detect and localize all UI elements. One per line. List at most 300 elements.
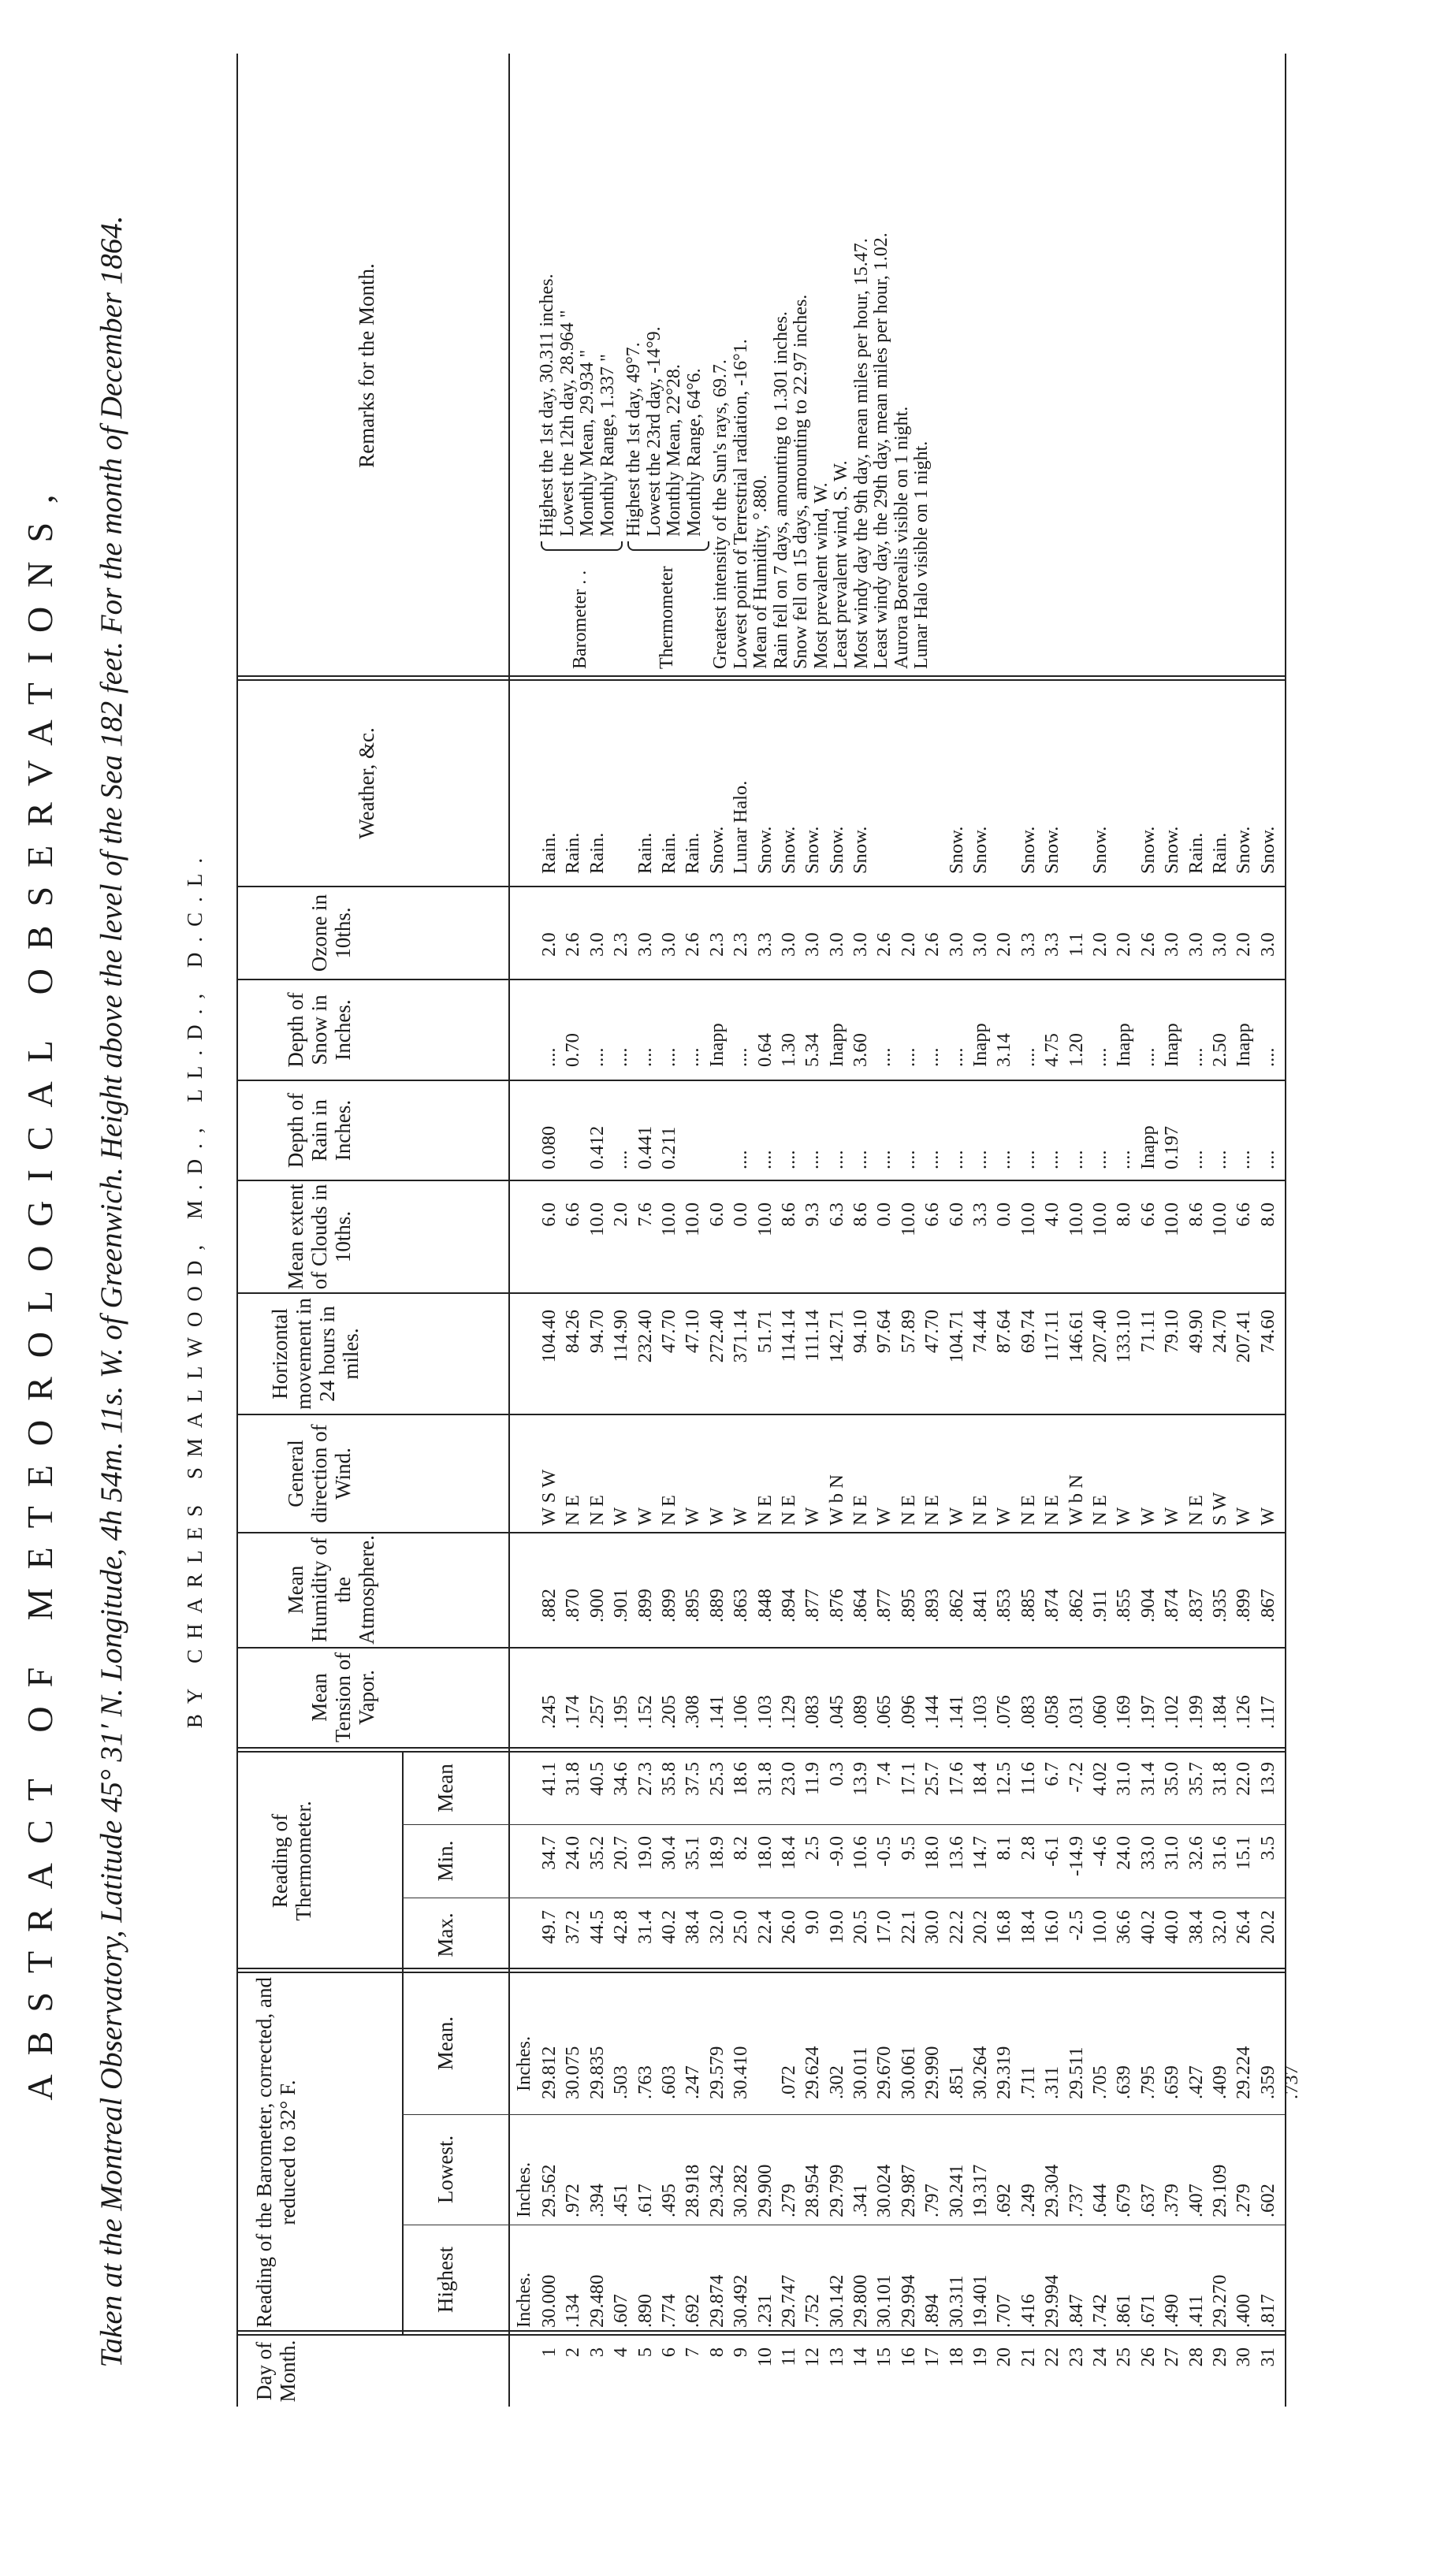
cell-th_min: 32.6 [1185, 1836, 1207, 1870]
cell-vapor: .205 [657, 1695, 679, 1729]
cell-th_mean: 18.6 [730, 1762, 752, 1796]
column-th-min [538, 1836, 1280, 1893]
header-remarks: Remarks for the Month. [355, 263, 378, 468]
cell-ozone: 3.0 [657, 932, 679, 957]
cell-wind_dir: W [730, 1507, 752, 1526]
cell-ozone: 3.3 [754, 932, 776, 957]
cell-th_max: 30.0 [921, 1910, 943, 1944]
thermometer-subrule [402, 1753, 404, 1972]
cell-bar_lowest: .379 [1161, 2184, 1183, 2217]
cell-wind_dir: W S W [538, 1469, 560, 1526]
cell-th_min: 31.0 [1161, 1836, 1183, 1870]
cell-weather: Rain. [657, 832, 679, 874]
cell-bar_lowest: .279 [1233, 2184, 1255, 2217]
cell-snow: 3.14 [993, 1033, 1015, 1067]
cell-clouds: 0.0 [873, 1203, 895, 1227]
cell-snow: 5.34 [802, 1033, 824, 1067]
cell-th_mean: 31.0 [1113, 1762, 1135, 1796]
cell-th_min: 18.9 [705, 1836, 728, 1870]
byline [183, 0, 207, 2576]
column-rain [538, 1125, 1280, 1169]
cell-wind_dir: W [705, 1507, 728, 1526]
remarks-other [711, 62, 932, 669]
cell-th_mean: 34.6 [610, 1762, 632, 1796]
column-wind-move [538, 1310, 1280, 1412]
cell-day: 19 [969, 2347, 992, 2367]
cell-wind_dir: N E [921, 1495, 943, 1526]
cell-ozone: 3.0 [586, 932, 608, 957]
cell-th_mean: 13.9 [1256, 1762, 1278, 1796]
cell-wind_move: 114.14 [777, 1310, 799, 1362]
barometer-label: Barometer . . [570, 570, 590, 669]
cell-clouds: 8.6 [850, 1203, 872, 1227]
cell-rain: .... [777, 1150, 799, 1169]
cell-clouds: 10.0 [1161, 1203, 1183, 1236]
cell-snow: 0.70 [562, 1033, 584, 1067]
cell-day: 25 [1113, 2347, 1135, 2367]
cell-snow: Inapp [1233, 1023, 1255, 1067]
cell-bar_mean: .659 [1161, 2065, 1183, 2099]
cell-bar_highest: 30.492 [730, 2274, 752, 2328]
cell-bar_lowest: 28.954 [802, 2164, 824, 2217]
cell-bar_highest: .742 [1088, 2294, 1111, 2328]
cell-th_min: 35.1 [682, 1836, 704, 1870]
cell-humidity: .867 [1256, 1589, 1278, 1623]
cell-snow: 4.75 [1041, 1033, 1063, 1067]
cell-bar_lowest: .972 [562, 2184, 584, 2217]
cell-bar_highest: 30.311 [945, 2275, 967, 2328]
cell-snow: .... [538, 1047, 560, 1067]
cell-ozone: 3.0 [1208, 932, 1230, 957]
cell-th_mean: 31.8 [1208, 1762, 1230, 1796]
cell-rain: .... [1208, 1150, 1230, 1169]
barometer-lines [538, 273, 618, 537]
cell-wind_dir: N E [850, 1495, 872, 1526]
cell-wind_move: 94.10 [850, 1310, 872, 1354]
cell-vapor: .060 [1088, 1695, 1111, 1729]
remark-line: Aurora Borealis visible on 1 night. [891, 406, 912, 669]
cell-bar_lowest: .279 [777, 2184, 799, 2217]
cell-day: 5 [634, 2347, 656, 2358]
cell-wind_dir: N E [586, 1495, 608, 1526]
col-rule [236, 1968, 1285, 1973]
cell-th_mean: -7.2 [1065, 1762, 1087, 1793]
cell-vapor: .076 [993, 1695, 1015, 1729]
cell-weather [873, 781, 896, 874]
cell-bar_lowest: .644 [1088, 2184, 1111, 2217]
cell-snow: .... [1137, 1047, 1159, 1067]
cell-humidity: .900 [586, 1589, 608, 1623]
cell-snow: .... [1185, 1047, 1207, 1067]
cell-th_mean: 11.6 [1017, 1762, 1039, 1795]
header-th-mean: Mean [434, 1764, 457, 1812]
cell-bar_lowest: .679 [1113, 2184, 1135, 2217]
remark-line: Lowest point of Terrestrial radiation, -16°1. [730, 339, 751, 669]
cell-bar_mean: .409 [1208, 2065, 1230, 2099]
cell-vapor: .106 [730, 1695, 752, 1729]
cell-th_max: 19.0 [825, 1910, 847, 1944]
cell-day: 6 [657, 2347, 679, 2358]
cell-wind_dir: N E [1088, 1495, 1111, 1526]
cell-wind_move: 24.70 [1208, 1310, 1230, 1354]
cell-snow: .... [634, 1047, 656, 1067]
cell-ozone: 3.0 [777, 932, 799, 957]
cell-th_mean: 41.1 [538, 1762, 560, 1796]
byline-prefix: BY [183, 1678, 207, 1729]
cell-vapor: .184 [1208, 1695, 1230, 1729]
cell-wind_move: 272.40 [705, 1310, 728, 1363]
cell-vapor: .126 [1233, 1695, 1255, 1729]
cell-th_min: 14.7 [969, 1836, 992, 1870]
header-humidity: Mean Humidity of the Atmosphere. [284, 1535, 378, 1645]
cell-wind_dir: W [873, 1507, 895, 1526]
cell-th_min: 18.4 [777, 1836, 799, 1870]
cell-th_min: 15.1 [1233, 1836, 1255, 1870]
cell-day: 23 [1065, 2347, 1087, 2367]
cell-wind_move: 117.11 [1041, 1310, 1063, 1362]
cell-bar_lowest: 29.799 [825, 2164, 847, 2217]
cell-th_max: 36.6 [1113, 1910, 1135, 1944]
cell-rain: .... [921, 1150, 943, 1169]
cell-day: 9 [730, 2347, 752, 2358]
cell-bar_lowest: 29.562 [538, 2164, 560, 2217]
cell-th_min: 10.6 [850, 1836, 872, 1870]
cell-humidity: .848 [754, 1589, 776, 1623]
cell-wind_move: 47.70 [657, 1310, 679, 1354]
cell-wind_dir: N E [657, 1495, 679, 1526]
cell-bar_lowest: .407 [1185, 2184, 1207, 2217]
cell-day: 3 [586, 2347, 608, 2358]
cell-ozone: 2.3 [610, 932, 632, 957]
cell-vapor: .199 [1185, 1695, 1207, 1729]
thermometer-label: Thermometer [657, 566, 677, 669]
cell-wind_dir: W [802, 1507, 824, 1526]
cell-humidity: .889 [705, 1589, 728, 1623]
cell-wind_move: 79.10 [1161, 1310, 1183, 1354]
remark-line: Monthly Range, 1.337 " [597, 354, 618, 537]
cell-bar_lowest: .341 [850, 2184, 872, 2217]
cell-rain: Inapp [1137, 1125, 1159, 1169]
cell-wind_dir: S W [1208, 1492, 1230, 1526]
cell-weather: Rain. [562, 832, 584, 874]
cell-th_min: 20.7 [610, 1836, 632, 1870]
cell-ozone: 2.6 [921, 932, 943, 957]
cell-th_mean: 25.7 [921, 1762, 943, 1796]
cell-wind_dir: W b N [1065, 1474, 1087, 1526]
cell-vapor: .152 [634, 1695, 656, 1729]
cell-wind_dir: N E [1041, 1495, 1063, 1526]
cell-bar_highest: .607 [610, 2294, 632, 2328]
cell-ozone: 2.6 [873, 932, 895, 957]
header-ozone: Ozone in 10ths. [307, 894, 355, 972]
cell-th_min: 35.2 [586, 1836, 608, 1870]
cell-snow: .... [682, 1047, 704, 1067]
cell-wind_dir: W [634, 1507, 656, 1526]
cell-th_max: 22.4 [754, 1910, 776, 1944]
cell-humidity: .904 [1137, 1589, 1159, 1623]
cell-th_max: 40.2 [657, 1910, 679, 1944]
remark-line: Monthly Mean, 29.934 " [577, 349, 597, 537]
cell-bar_highest: 19.401 [969, 2274, 992, 2328]
cell-wind_move: 47.70 [921, 1310, 943, 1354]
cell-humidity: .870 [562, 1589, 584, 1623]
cell-day: 17 [921, 2347, 943, 2367]
cell-weather: Snow. [1233, 826, 1255, 874]
cell-vapor: .141 [945, 1695, 967, 1729]
cell-ozone: 2.0 [1113, 932, 1135, 957]
cell-bar_lowest: 30.282 [730, 2164, 752, 2217]
cell-bar_mean: .072 [777, 2065, 799, 2099]
cell-rain: .... [1233, 1150, 1255, 1169]
header-bar-lowest: Lowest. [434, 2135, 457, 2204]
remark-line: Least prevalent wind, S. W. [831, 460, 851, 669]
cell-th_min: 3.5 [1256, 1836, 1278, 1860]
cell-bar_mean [754, 2046, 777, 2099]
cell-day: 10 [754, 2347, 776, 2367]
cell-bar_mean: 30.264 [969, 2046, 992, 2099]
column-th-mean [538, 1762, 1280, 1822]
col-rule [236, 675, 1285, 681]
cell-bar_mean: .639 [1113, 2065, 1135, 2099]
cell-vapor: .096 [897, 1695, 919, 1729]
cell-day: 7 [682, 2347, 704, 2358]
cell-ozone: 2.3 [730, 932, 752, 957]
header-rain: Depth of Rain in Inches. [284, 1092, 355, 1169]
cell-wind_move: 111.14 [802, 1310, 824, 1362]
cell-bar_highest: .490 [1161, 2294, 1183, 2328]
cell-rain: 0.080 [538, 1125, 560, 1169]
cell-snow: Inapp [825, 1023, 847, 1067]
cell-rain: .... [1256, 1150, 1278, 1169]
cell-ozone: 2.0 [993, 932, 1015, 957]
col-rule [236, 2330, 1285, 2336]
column-ozone [538, 932, 1280, 957]
cell-rain: .... [610, 1150, 632, 1169]
cell-bar_highest: 29.800 [850, 2274, 872, 2328]
cell-weather: Rain. [1185, 832, 1207, 874]
cell-bar_highest: 30.000 [538, 2274, 560, 2328]
cell-ozone: 3.0 [850, 932, 872, 957]
column-wind-dir [538, 1470, 1280, 1526]
col-rule [236, 979, 1285, 980]
cell-vapor: .245 [538, 1695, 560, 1729]
cell-rain: 0.441 [634, 1125, 656, 1169]
cell-snow: .... [657, 1047, 679, 1067]
cell-snow: 0.64 [754, 1033, 776, 1067]
col-rule [236, 1414, 1285, 1415]
byline-name: CHARLES SMALLWOOD, M.D., LL.D., D.C.L. [183, 847, 207, 1663]
cell-th_max: 16.0 [1041, 1910, 1063, 1944]
cell-humidity: .899 [1233, 1589, 1255, 1623]
cell-clouds: 10.0 [754, 1203, 776, 1236]
cell-weather: Snow. [705, 826, 728, 874]
cell-bar_mean: 29.990 [921, 2046, 943, 2099]
cell-bar_mean: 29.319 [993, 2046, 1015, 2099]
cell-bar_lowest: 29.304 [1041, 2164, 1063, 2217]
cell-th_max: 22.1 [897, 1910, 919, 1944]
cell-humidity: .895 [682, 1589, 704, 1623]
cell-th_mean: 22.0 [1233, 1762, 1255, 1796]
cell-vapor: .065 [873, 1695, 895, 1729]
cell-bar_lowest: .617 [634, 2184, 656, 2217]
cell-wind_move: 133.10 [1113, 1310, 1135, 1363]
cell-rain: .... [873, 1150, 895, 1169]
cell-rain: .... [825, 1150, 847, 1169]
cell-humidity: .911 [1088, 1589, 1111, 1623]
cell-wind_move: 49.90 [1185, 1310, 1207, 1354]
cell-snow: .... [921, 1047, 943, 1067]
cell-ozone: 3.3 [1041, 932, 1063, 957]
cell-th_min: -6.1 [1041, 1836, 1063, 1867]
cell-clouds: 6.6 [562, 1203, 584, 1227]
cell-clouds: 8.6 [777, 1203, 799, 1227]
cell-rain: .... [1185, 1150, 1207, 1169]
cell-wind_dir: N E [897, 1495, 919, 1526]
remark-line: Monthly Mean, 22°28. [664, 364, 684, 537]
cell-wind_move: 74.60 [1256, 1310, 1278, 1354]
header-thermometer: Reading of Thermometer. [268, 1801, 315, 1921]
cell-day: 28 [1185, 2347, 1207, 2367]
cell-bar_highest: .752 [802, 2294, 824, 2328]
cell-weather [992, 781, 1016, 874]
cell-bar_highest: .847 [1065, 2294, 1087, 2328]
cell-weather [609, 781, 633, 874]
header-clouds: Mean extent of Clouds in 10ths. [284, 1184, 355, 1290]
cell-th_mean: 17.6 [945, 1762, 967, 1796]
column-bar-mean [538, 2046, 1304, 2099]
cell-day: 14 [850, 2347, 872, 2367]
cell-ozone: 3.0 [1185, 932, 1207, 957]
cell-humidity: .901 [610, 1589, 632, 1623]
cell-snow: .... [897, 1047, 919, 1067]
cell-bar_mean: 30.061 [897, 2046, 919, 2099]
remarks-thermometer [624, 62, 711, 669]
cell-rain: 0.211 [657, 1126, 679, 1169]
cell-weather: Snow. [945, 826, 967, 874]
cell-vapor: .058 [1041, 1695, 1063, 1729]
cell-th_max: 31.4 [634, 1910, 656, 1944]
cell-th_max: 26.0 [777, 1910, 799, 1944]
cell-weather: Rain. [586, 832, 608, 874]
cell-ozone: 3.0 [945, 932, 967, 957]
cell-clouds: 6.6 [921, 1203, 943, 1227]
cell-th_min: 8.1 [993, 1836, 1015, 1860]
column-snow [538, 1023, 1280, 1067]
unit-bar-mean: Inches. [513, 2035, 534, 2091]
cell-bar_highest: 29.747 [777, 2274, 799, 2328]
cell-day: 8 [705, 2347, 728, 2358]
cell-th_min: -0.5 [873, 1836, 895, 1867]
cell-weather: Snow. [969, 826, 992, 874]
column-humidity [538, 1589, 1280, 1623]
cell-th_mean: 35.0 [1161, 1762, 1183, 1796]
top-rule [236, 54, 238, 2407]
cell-th_mean: 11.9 [802, 1762, 824, 1795]
cell-ozone: 3.0 [1256, 932, 1278, 957]
cell-th_max: 37.2 [562, 1910, 584, 1944]
cell-th_min: 33.0 [1137, 1836, 1159, 1870]
cell-wind_dir: N E [562, 1495, 584, 1526]
cell-wind_move: 87.64 [993, 1310, 1015, 1354]
cell-ozone: 3.0 [634, 932, 656, 957]
cell-bar_highest: 29.994 [1041, 2274, 1063, 2328]
col-rule [236, 886, 1285, 887]
col-rule [236, 1080, 1285, 1081]
cell-day: 30 [1233, 2347, 1255, 2367]
cell-clouds: 10.0 [1088, 1203, 1111, 1236]
cell-snow: .... [586, 1047, 608, 1067]
cell-th_min: 13.6 [945, 1836, 967, 1870]
cell-bar_mean: 30.075 [562, 2046, 584, 2099]
cell-humidity: .862 [1065, 1589, 1087, 1623]
cell-th_mean: 37.5 [682, 1762, 704, 1796]
cell-th_max: 16.8 [993, 1910, 1015, 1944]
cell-snow: Inapp [1113, 1023, 1135, 1067]
column-day [538, 2347, 1280, 2391]
cell-clouds: 10.0 [586, 1203, 608, 1236]
cell-weather: Snow. [1088, 826, 1111, 874]
cell-th_mean: 31.8 [754, 1762, 776, 1796]
cell-th_min: 34.7 [538, 1836, 560, 1870]
cell-bar_highest: .707 [993, 2294, 1015, 2328]
cell-bar_mean: 29.579 [705, 2046, 728, 2099]
cell-clouds: 10.0 [1065, 1203, 1087, 1236]
cell-wind_dir: W [993, 1507, 1015, 1526]
cell-ozone: 3.0 [1161, 932, 1183, 957]
col-rule [236, 1532, 1285, 1533]
cell-bar_mean: .763 [634, 2065, 656, 2099]
cell-vapor: .174 [562, 1695, 584, 1729]
column-vapor [538, 1695, 1280, 1729]
cell-rain: .... [802, 1150, 824, 1169]
cell-th_min: 19.0 [634, 1836, 656, 1870]
cell-humidity: .885 [1017, 1589, 1039, 1623]
cell-day: 26 [1137, 2347, 1159, 2367]
cell-vapor: .103 [754, 1695, 776, 1729]
cell-wind_dir: W [610, 1507, 632, 1526]
cell-th_max: 40.0 [1161, 1910, 1183, 1944]
cell-weather [897, 781, 921, 874]
remark-line: Mean of Humidity, °.880. [750, 474, 771, 669]
cell-ozone: 3.3 [1017, 932, 1039, 957]
cell-th_mean: 0.3 [825, 1762, 847, 1786]
cell-ozone: 3.0 [802, 932, 824, 957]
header-bar-highest: Highest [434, 2247, 457, 2313]
cell-wind_dir: W [1137, 1507, 1159, 1526]
remark-line: Lowest the 12th day, 28.964 " [556, 310, 578, 537]
cell-wind_move: 74.44 [969, 1310, 992, 1354]
cell-bar_highest: 30.101 [873, 2274, 895, 2328]
cell-humidity: .894 [777, 1589, 799, 1623]
cell-snow: .... [1088, 1047, 1111, 1067]
cell-bar_highest: .671 [1137, 2294, 1159, 2328]
cell-clouds: 10.0 [657, 1203, 679, 1236]
cell-vapor: .089 [850, 1695, 872, 1729]
cell-wind_move: 47.10 [682, 1310, 704, 1354]
cell-humidity: .855 [1113, 1589, 1135, 1623]
observations-table [236, 54, 1364, 2407]
cell-th_mean: 31.8 [562, 1762, 584, 1796]
cell-th_max: 26.4 [1233, 1910, 1255, 1944]
cell-bar_mean: 30.011 [850, 2046, 872, 2099]
cell-rain: .... [1017, 1150, 1039, 1169]
cell-th_min: -9.0 [825, 1836, 847, 1867]
cell-wind_move: 371.14 [730, 1310, 752, 1363]
cell-th_max: -2.5 [1065, 1910, 1087, 1941]
header-day: Day of Month. [252, 2340, 300, 2403]
cell-clouds: 0.0 [993, 1203, 1015, 1227]
cell-bar_lowest: .602 [1256, 2184, 1278, 2217]
